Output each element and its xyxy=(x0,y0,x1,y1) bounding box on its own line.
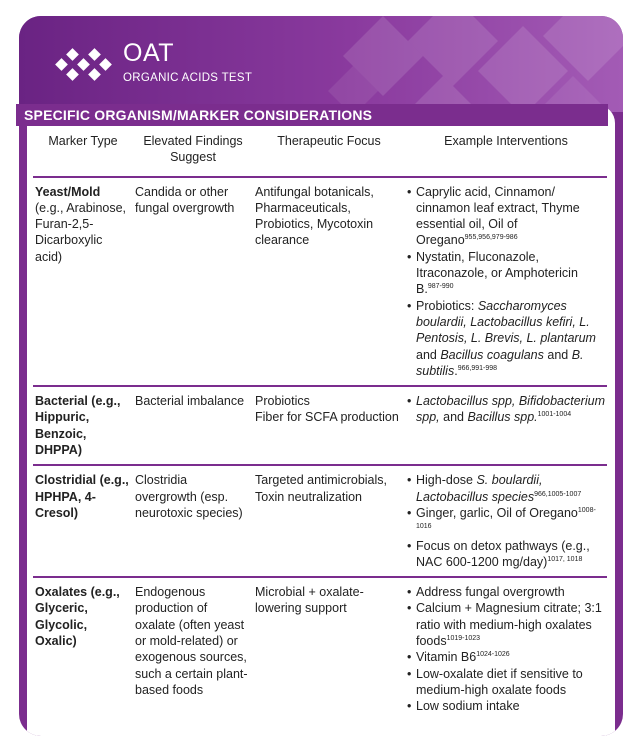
marker-examples: (e.g., Arabinose, Furan-2,5-Dicarboxylic acid) xyxy=(35,200,127,264)
brand-title: OAT xyxy=(123,39,175,67)
findings-cell: Endogenous production of oxalate (often yeast or mold-related) or exogenous sources, such a certain plant-based foods xyxy=(135,585,248,697)
findings-cell: Candida or other fungal overgrowth xyxy=(133,177,253,387)
list-item: • Focus on detox pathways (e.g., NAC 600-1200 mg/day)$^{1017, 1018}$ xyxy=(407,538,605,571)
list-item: • High-dose S. boulardii, Lactobacillus species$^{966,1005-1007}$ xyxy=(407,472,605,505)
table-header-row xyxy=(33,129,607,177)
findings-cell: Clostridia overgrowth (esp. neurotoxic species) xyxy=(133,465,253,577)
section-title: SPECIFIC ORGANISM/MARKER CONSIDERATIONS xyxy=(24,107,373,123)
brand-subtitle: ORGANIC ACIDS TEST xyxy=(123,72,253,84)
marker-cell xyxy=(33,386,133,465)
marker-name: Oxalates (e.g., Glyceric, Glycolic, Oxalic) xyxy=(35,585,120,649)
list-item: • Address fungal overgrowth xyxy=(407,584,605,600)
table-row xyxy=(33,577,607,720)
table-row xyxy=(33,177,607,387)
col-header-example-interventions: Example Interventions xyxy=(405,129,607,177)
list-item: • Low-oxalate diet if sensitive to medium-high oxalate foods xyxy=(407,666,605,699)
marker-cell xyxy=(33,465,133,577)
table-row xyxy=(33,386,607,465)
focus-cell: Probiotics Fiber for SCFA production xyxy=(253,386,405,465)
list-item: • Ginger, garlic, Oil of Oregano$^{1008-1016}$ xyxy=(407,505,605,538)
list-item: • Low sodium intake xyxy=(407,698,605,714)
header-banner xyxy=(19,16,623,112)
oat-logo-icon xyxy=(51,46,117,86)
marker-name: Bacterial (e.g., Hippuric, Benzoic, DHPPA) xyxy=(35,394,121,458)
list-item: • Caprylic acid, Cinnamon/ cinnamon leaf extract, Thyme essential oil, Oil of Oregano$^{955,956,979-986}$ xyxy=(407,184,605,249)
list-item: • Probiotics: Saccharomyces boulardii, Lactobacillus kefiri, L. Pentosis, L. Brevis, L. plantarum and Bacillus coagulans and B. subtilis.$^{966,991-998}$ xyxy=(407,298,605,379)
marker-table xyxy=(33,129,607,721)
marker-cell xyxy=(33,577,133,720)
marker-name: Yeast/Mold xyxy=(35,184,101,199)
diamond-pattern-decoration xyxy=(323,16,623,112)
interventions-cell xyxy=(405,465,607,577)
marker-cell xyxy=(33,177,133,387)
table-row xyxy=(33,465,607,577)
list-item: • Nystatin, Fluconazole, Itraconazole, or Amphotericin B.$^{987-990}$ xyxy=(407,249,605,298)
focus-cell: Microbial + oxalate-lowering support xyxy=(255,585,364,616)
list-item: • Lactobacillus spp, Bifidobacterium spp, and Bacillus spp.$^{1001-1004}$ xyxy=(407,393,605,426)
col-header-therapeutic-focus: Therapeutic Focus xyxy=(253,129,405,177)
focus-cell: Targeted antimicrobials, Toxin neutralization xyxy=(253,465,405,577)
list-item: • Calcium + Magnesium citrate; 3:1 ratio with medium-high oxalates foods$^{1019-1023}$ xyxy=(407,600,605,649)
col-header-elevated-findings: Elevated Findings Suggest xyxy=(133,129,253,177)
col-header-marker-type: Marker Type xyxy=(33,129,133,177)
interventions-cell xyxy=(405,577,607,720)
interventions-cell xyxy=(405,177,607,387)
marker-name: Clostridial (e.g., HPHPA, 4-Cresol) xyxy=(35,473,129,520)
focus-cell: Antifungal botanicals, Pharmaceuticals, Probiotics, Mycotoxin clearance xyxy=(253,177,405,387)
interventions-cell xyxy=(405,386,607,465)
list-item: • Vitamin $B6^{1024-1026}$ xyxy=(407,649,605,665)
findings-cell: Bacterial imbalance xyxy=(133,386,253,465)
